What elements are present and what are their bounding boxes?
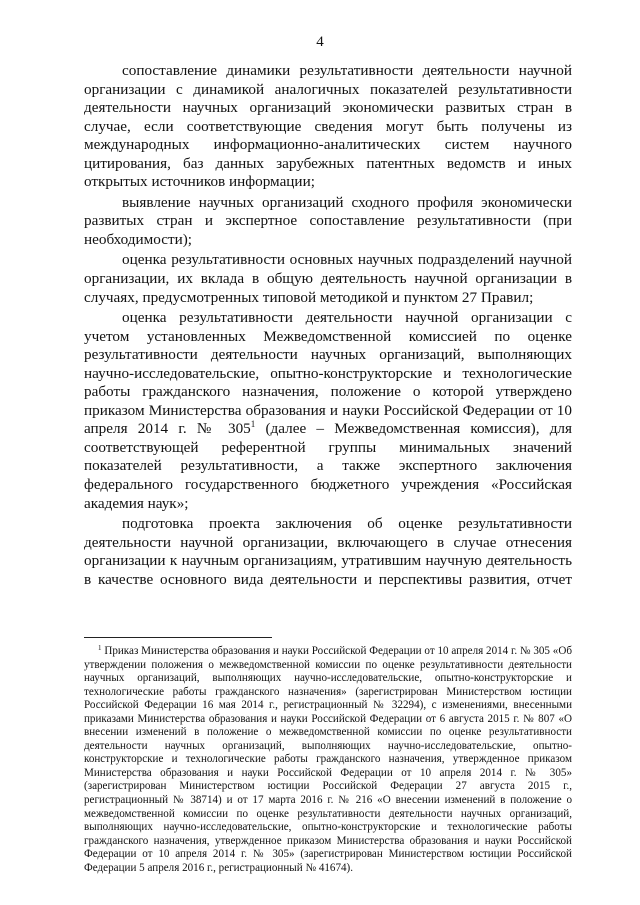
commission-text-after-ref: (далее – Межведомственная комиссия), для соответствующей референтной группы минимальных значений показателей результативности, а также экспертного заключения федерального государственного бюджетного учреждения «Российская академия наук»; bbox=[84, 420, 572, 512]
footnote-reference: 1 bbox=[250, 419, 256, 430]
footnote bbox=[84, 645, 572, 875]
footnote-mark: 1 bbox=[98, 644, 102, 652]
paragraph-commission-assessment bbox=[84, 309, 572, 513]
body-text bbox=[84, 62, 572, 591]
paragraph-conclusion-draft: подготовка проекта заключения об оценке результативности деятельности научной организации, включающего в случае отнесения организации к научным организациям, утратившим научную деятельность в качестве основного вида деятельности и перспективы развития, отчет bbox=[84, 515, 572, 588]
paragraph-similar-profile: выявление научных организаций сходного профиля экономически развитых стран и экспертное сопоставление результативности (при необходимости); bbox=[84, 193, 572, 248]
page-number: 4 bbox=[316, 34, 324, 50]
paragraph-dynamics-comparison: сопоставление динамики результативности деятельности научной организации с динамикой аналогичных показателей результативности деятельности научных организаций экономически развитых стран в случае, если соответствующие сведения могут быть получены из международных информационно-аналитических систем научного цитирования, баз данных зарубежных патентных ведомств и иных открытых источников информации; bbox=[84, 62, 572, 191]
commission-text-before-ref: оценка результативности деятельности научной организации с учетом установленных Межведомственной комиссией по оценке результативности деятельности научных организаций, выполняющих научно-исследовательские, опытно-конструкторские и технологические работы гражданского назначения, положение о которой утверждено приказом Министерства образования и науки Российской Федерации от 10 апреля 2014 г. № 305 bbox=[84, 309, 572, 438]
footnote-text: Приказ Министерства образования и науки Российской Федерации от 10 апреля 2014 г. № 305 «Об утверждении положения о межведомственной комиссии по оценке результативности деятельности научных организаций, выполняющих научно-исследовательские, опытно-конструкторские и технологические работы гражданского назначения» (зарегистрирован Министерством юстиции Российской Федерации 16 мая 2014 г., регистрационный № 32294), с изменениями, внесенными приказами Министерства образования и науки Российской Федерации от 6 августа 2015 г. № 807 «О внесении изменений в положение о межведомственной комиссии по оценке результативности деятельности научных организаций, выполняющих научно-исследовательские, опытно-конструкторские и технологические работы гражданского назначения, утвержденное приказом Министерства образования и науки Российской Федерации от 10 апреля 2014 г. № 305» (зарегистрирован Министерством юстиции Российской Федерации 27 августа 2015 г., регистрационный № 38714) и от 17 марта 2016 г. № 216 «О внесении изменений в положение о межведомственной комиссии по оценке результативности деятельности научных организаций, выполняющих научно-исследовательские, опытно-конструкторские и технологические работы гражданского назначения, утвержденное приказом Министерства образования и науки Российской Федерации от 10 апреля 2014 г. № 305» (зарегистрирован Министерством юстиции Российской Федерации 5 апреля 2016 г., регистрационный № 41674). bbox=[84, 645, 572, 874]
paragraph-subdivisions-assessment: оценка результативности основных научных подразделений научной организации, их вклада в общую деятельность научной организации в случаях, предусмотренных типовой методикой и пунктом 27 Правил; bbox=[84, 251, 572, 306]
footnote-separator bbox=[84, 637, 272, 638]
